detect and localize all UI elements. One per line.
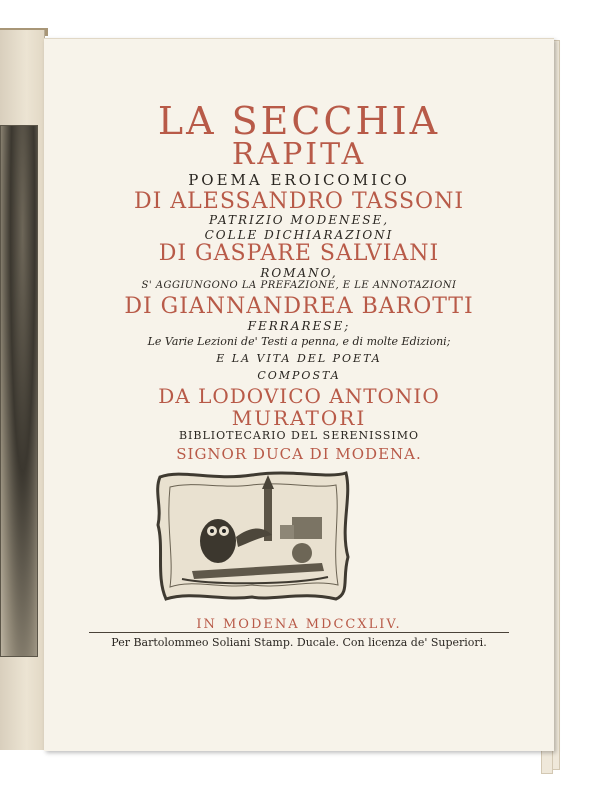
composed-note: COMPOSTA [257, 369, 341, 382]
biographer-name-1: DA LODOVICO ANTONIO [158, 384, 440, 408]
annotator-name: DI GIANNANDREA BAROTTI [124, 294, 474, 319]
biographer-title: BIBLIOTECARIO DEL SERENISSIMO [178, 429, 420, 442]
imprint-place-date: IN MODENA MDCCXLIV. [196, 617, 402, 632]
life-of-poet: E LA VITA DEL POETA [216, 352, 382, 365]
owl-vignette-engraving [152, 467, 354, 603]
title-line-1: LA SECCHIA [157, 99, 441, 143]
variants-note: Le Varie Lezioni de' Testi a penna, e di molte Edizioni; [147, 335, 451, 348]
imprint-rule [89, 632, 509, 633]
biographer-name-2: MURATORI [231, 406, 367, 430]
additions-note: S' AGGIUNGONO LA PREFAZIONE, E LE ANNOTAZIONI [141, 280, 457, 291]
title-page [44, 38, 554, 751]
frontispiece-engraving [0, 125, 38, 657]
author-name: DI ALESSANDRO TASSONI [133, 189, 465, 214]
annotator-origin: FERRARESE; [247, 319, 351, 333]
title-line-2: RAPITA [231, 137, 367, 172]
subtitle: POEMA EROICOMICO [188, 171, 410, 189]
printer-line: Per Bartolommeo Soliani Stamp. Ducale. Con licenza de' Superiori. [111, 636, 487, 649]
commentator-name: DI GASPARE SALVIANI [158, 241, 440, 266]
author-origin: PATRIZIO MODENESE, [208, 213, 390, 227]
commentary-note: COLLE DICHIARAZIONI [204, 228, 394, 242]
left-page [0, 30, 45, 750]
patron-title: SIGNOR DUCA DI MODENA. [176, 445, 422, 463]
commentator-origin: ROMANO, [260, 266, 338, 280]
